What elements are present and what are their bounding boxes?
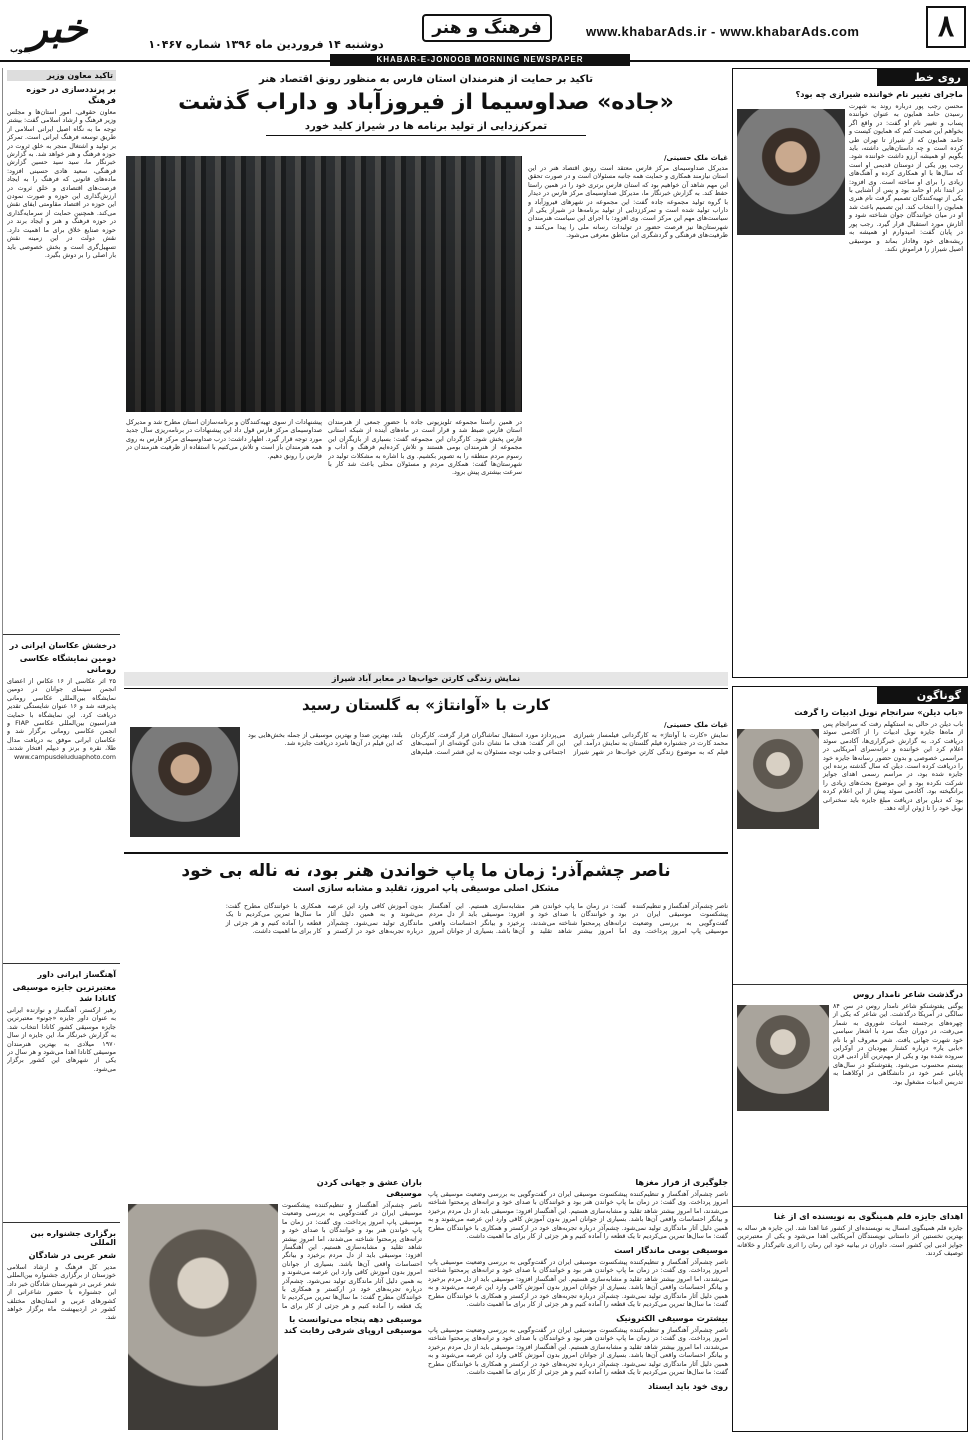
misc-item-title: «باب دیلن» سرانجام نوبل ادبیات را گرفت — [794, 707, 963, 717]
music-subhead-item: موسیقی دهه پنجاه می‌توانست با موسیقی اروپای شرقی رقابت کند — [284, 1314, 422, 1335]
logo-subtext: جنوب — [10, 45, 33, 54]
logo-text: خبر — [28, 5, 88, 52]
music-subheads — [124, 1174, 728, 1434]
music-subhead-item: باران عشق و جهانی کردن موسیقی — [316, 1177, 422, 1198]
lead-body-2: در همین راستا مجموعه تلویزیونی جاده با حضور جمعی از هنرمندان استان فارس ضبط شد و قرار است در ماه‌های آینده از شبکه استانی فارس پخش شود. کارگردان این مجموعه گفت: بسیاری از بازیگران این مجموعه از هنرمندان بومی هستند و تلاش کرده‌ایم فرهنگ و آداب و رسوم مردم منطقه را به تصویر بکشیم. وی با اشاره به مشکلات تولید در شهرستان‌ها گفت: همکاری مردم و مسئولان محلی باعث شد کار با سرعت بیشتری پیش برود. — [328, 418, 522, 477]
misc-item-title: اهدای جایزه قلم همینگوی به نویسنده ای از غنا — [773, 1211, 963, 1221]
item-title: بر پرنددسازی در حوزه فرهنگ — [26, 84, 116, 105]
item-kicker: تاکید معاون وزیر — [7, 70, 116, 81]
news-item-photographers — [3, 639, 120, 959]
lead-byline: غیاث ملک حسینی/ — [663, 154, 728, 162]
lead-story — [124, 68, 728, 683]
item-body: معاون حقوقی، امور استان‌ها و مجلس وزیر فرهنگ و ارشاد اسلامی گفت: بیشتر توجه ما به نگاه اصیل ایرانی اسلامی از طریق توسعه فرهنگ ایرانی است. تمرکز بر تولید و اشتغال منجر به خلق ثروت در حوزه فرهنگ و هنر خواهد شد. به گزارش خبرنگار ما، سید سید حسین گزارش فرهنگی، سعید هادی حسینی افزود: ماده‌های قانونی که فرهنگ را به ایجاد فرصت‌های اقتصادی و خلق ثروت در ارزش‌گذاری این حوزه و صورت نمودن این حوزه در اقتصاد مقاومتی ایفای نقش می‌کند. همچنین حمایت از سرمایه‌گذاری در حوزه فرهنگ و هنر و ایجاد برند در حوزه صنایع خلاق برای ما اهمیت دارد. نقش دولت در این زمینه نقش تسهیل‌گری است و بخش خصوصی باید بار اصلی را بر دوش بگیرد. — [7, 108, 116, 259]
yevtushenko-photo — [737, 1005, 829, 1111]
left-news-column — [2, 68, 120, 1440]
music-body: ناصر چشم‌آذر آهنگساز و تنظیم‌کننده پیشکسوت موسیقی ایران در گفت‌وگویی به بررسی وضعیت موسیقی پاپ امروز پرداخت. وی گفت: در زمان ما پاپ خواندن هنر بود و خوانندگان با صدای خود و ترانه‌های پرمحتوا شناخته می‌شدند، اما امروز بیشتر شاهد تقلید و مشابه‌سازی هستیم. این آهنگساز افزود: موسیقی باید از دل مردم برخیزد و بیانگر احساسات واقعی آن‌ها باشد. بسیاری از جوانان امروز بدون آموزش کافی وارد این عرصه می‌شوند و به همین دلیل آثار ماندگاری تولید نمی‌شود. چشم‌آذر درباره تجربه‌های خود در ارکستر و همکاری با خوانندگان مطرح گفت: ما سال‌ها تمرین می‌کردیم تا یک قطعه را آماده کنیم و هر جزئی از کار برای ما اهمیت داشت. — [225, 902, 728, 936]
item-body: ۲۵ اثر عکاسی از ۱۶ عکاس از اعضای انجمن سینمای جوانان در دومین نمایشگاه بین‌المللی عکاسی رومانی پذیرفته شد و ۱۶ عنوان شایستگی تقدیر دریافت کرد. این نمایشگاه با حمایت فدراسیون بین‌المللی عکاسی FIAP و انجمن عکاسی رومانی برگزار شد و عکاسان ایرانی موفق به دریافت مدال طلا، نقره و برنز و دیپلم افتخار شدند. www.campusdeluduaphoto.com — [7, 677, 116, 761]
misc-item-body: باب دیلن در حالی به استکهلم رفت که سرانجام پس از ماه‌ها جایزه نوبل ادبیات را از آکادمی سوئد دریافت کرد. به گزارش خبرگزاری‌ها، آکادمی سوئد اعلام کرد این خواننده و ترانه‌سرای آمریکایی در مراسمی خصوصی و بدون حضور رسانه‌ها جایزه خود را دریافت کرده است. دیلن که سال گذشته برنده این جایزه شده بود، در مراسم رسمی اهدای جوایز شرکت نکرده بود و این موضوع بحث‌های زیادی را برانگیخته بود. آکادمی سوئد پیش از این اعلام کرده بود که دیلن برای دریافت مبلغ جایزه باید سخنرانی نوبل خود را تا ژوئن ارائه دهد. — [823, 720, 963, 813]
lead-subhead: تمرکززدایی از تولید برنامه ها در شیراز کلید خورد — [266, 121, 586, 136]
item-kicker: آهنگساز ایرانی داور — [37, 970, 116, 979]
cart-byline: غیاث ملک حسینی/ — [663, 721, 728, 729]
music-story — [124, 852, 728, 1440]
newspaper-logo — [6, 6, 110, 56]
page-number: ۸ — [926, 6, 966, 48]
cart-headline: کارت با «آوانتاژ» به گلستان رسید — [301, 696, 551, 714]
item-title: شعر عربی در شادگان — [28, 1250, 116, 1260]
lead-kicker: تاکید بر حمایت از هنرمندان استان فارس به منظور رونق اقتصاد هنر — [258, 74, 594, 85]
item-kicker: برگزاری جشنواره بین المللی — [30, 1229, 116, 1247]
music-headline: ناصر چشم‌آذر: زمان ما پاپ خواندن هنر بود، نه ناله بی خود — [181, 861, 671, 881]
cart-director-photo — [130, 727, 240, 837]
box-title: روی خط — [877, 69, 967, 86]
music-body-continued: ناصر چشم‌آذر آهنگساز و تنظیم‌کننده پیشکسوت موسیقی ایران در گفت‌وگویی به بررسی وضعیت موسیقی پاپ امروز پرداخت. وی گفت: در زمان ما پاپ خواندن هنر بود و خوانندگان با صدای خود و ترانه‌های پرمحتوا شناخته می‌شدند، اما امروز بیشتر شاهد تقلید و مشابه‌سازی هستیم. این آهنگساز افزود: موسیقی باید از دل مردم برخیزد و بیانگر احساسات واقعی آن‌ها باشد. بسیاری از جوانان امروز بدون آموزش کافی وارد این عرصه می‌شوند و به همین دلیل آثار ماندگاری تولید نمی‌شود. چشم‌آذر درباره تجربه‌های خود در ارکستر و همکاری با خوانندگان مطرح گفت: ما سال‌ها تمرین می‌کردیم تا یک قطعه را آماده کنیم و هر جزئی از کار برای ما اهمیت داشت. — [428, 1326, 728, 1377]
misc-box — [732, 686, 968, 1432]
cart-body: نمایش «کارت با آوانتاژ» به کارگردانی فیلمساز شیرازی محمد کارت در جشنواره فیلم گلستان به نمایش درآمد. این فیلم که به موضوع زندگی کارتن خواب‌ها در شهر شیراز می‌پردازد مورد استقبال تماشاگران قرار گرفت. کارگردان این اثر گفت: هدف ما نشان دادن گوشه‌ای از آسیب‌های اجتماعی و جلب توجه مسئولان به این قشر است. فیلم‌های بلند، بهترین صدا و بهترین موسیقی از جمله بخش‌هایی بود که این فیلم در آن‌ها نامزد دریافت جایزه شد. — [248, 731, 728, 756]
music-subhead-item: بیشترت موسیقی الکترونیک — [616, 1313, 728, 1323]
main-column — [124, 68, 728, 1440]
bob-dylan-photo — [737, 729, 819, 829]
music-body-continued: ناصر چشم‌آذر آهنگساز و تنظیم‌کننده پیشکسوت موسیقی ایران در گفت‌وگویی به بررسی وضعیت موسیقی پاپ امروز پرداخت. وی گفت: در زمان ما پاپ خواندن هنر بود و خوانندگان با صدای خود و ترانه‌های پرمحتوا شناخته می‌شدند، اما امروز بیشتر شاهد تقلید و مشابه‌سازی هستیم. این آهنگساز افزود: موسیقی باید از دل مردم برخیزد و بیانگر احساسات واقعی آن‌ها باشد. بسیاری از جوانان امروز بدون آموزش کافی وارد این عرصه می‌شوند و به همین دلیل آثار ماندگاری تولید نمی‌شود. چشم‌آذر درباره تجربه‌های خود در ارکستر و همکاری با خوانندگان مطرح گفت: ما سال‌ها تمرین می‌کردیم تا یک قطعه را آماده کنیم و هر جزئی از کار برای ما — [282, 1201, 422, 1310]
music-subhead: مشکل اصلی موسیقی پاپ امروز، تقلید و مشابه سازی است — [292, 884, 560, 894]
lead-group-photo — [126, 156, 522, 412]
item-body: مدیر کل فرهنگ و ارشاد اسلامی خوزستان از برگزاری جشنواره بین‌المللی شعر عربی در شهرستان شادگان خبر داد. این جشنواره با حضور شاعرانی از کشورهای عربی و استان‌های مختلف کشور در اردیبهشت ماه برگزار خواهد شد. — [7, 1263, 116, 1322]
row-note-headline: ماجرای تغییر نام خواننده شیرازی چه بود؟ — [795, 89, 963, 99]
section-title: فرهنگ و هنر — [422, 14, 552, 42]
issue-date: دوشنبه ۱۴ فروردین ماه ۱۳۹۶ شماره ۱۰۴۶۷ — [148, 38, 384, 51]
right-column — [732, 68, 968, 1440]
news-item-arabic-poetry — [3, 1227, 120, 1375]
nasser-cheshmazar-photo — [128, 1204, 278, 1430]
website-url: www.khabarAds.ir - www.khabarAds.com — [586, 24, 860, 39]
misc-item-body: جایزه قلم همینگوی امسال به نویسنده‌ای از کشور غنا اهدا شد. این جایزه هر ساله به بهترین نخستین اثر داستانی نویسندگان آمریکایی اهدا می‌شود و یکی از معتبرترین جوایز ادبی این کشور است. داوران در بیانیه خود این رمان را اثری تاثیرگذار و خلاقانه توصیف کردند. — [737, 1224, 963, 1258]
box-title: گوناگون — [877, 687, 967, 704]
item-body: رهبر ارکستر، آهنگساز و نوازنده ایرانی به عنوان داور جایزه «جونو» معتبرترین جایزه موسیقی کشور کانادا انتخاب شد. به گزارش خبرنگار ما، این جایزه از سال ۱۹۷۰ میلادی به بهترین هنرمندان موسیقی کانادا اهدا می‌شود و هر سال در یکی از شهرهای این کشور برگزار می‌شود. — [7, 1006, 116, 1073]
lead-photo-caption: نمایش زندگی کارتن خواب‌ها در معابر آباد شیراز — [124, 672, 728, 686]
news-item-composer — [3, 968, 120, 1218]
paper-name-latin: KHABAR-E-JONOOB MORNING NEWSPAPER — [330, 54, 630, 66]
item-kicker: درخشش عکاسان ایرانی در — [9, 641, 116, 650]
row-note-body: محسن رجب پور درباره روند به شهرت رسیدن حامد همایون به عنوان خواننده پساب و تغییر نام او گفت: در واقع اگر بخواهم این صحبت کنم که همایون کیست و حامد همایون که از شیراز تا تهران طی کرده است و چه داستان‌هایی داشته، باید بگویم او همیشه آرزو داشت خواننده شود. رجب پور یکی از دوستان قدیمی او است که سال‌ها با او همکاری کرده و آهنگ‌های زیادی را برای او ساخته است. وی افزود: در ابتدا نام او حامد بود و پس از آشنایی با یکی از تهیه‌کنندگان تصمیم گرفت نام هنری همایون را انتخاب کند. این تصمیم باعث شد او در میان خوانندگان جوان شناخته شود و آثارش مورد استقبال قرار گیرد. رجب پور در پایان گفت: امیدوارم او همیشه به ریشه‌های خود وفادار بماند و موسیقی اصیل شیراز را فراموش نکند. — [849, 102, 963, 253]
on-the-line-box — [732, 68, 968, 678]
cart-story — [124, 688, 728, 848]
music-subhead-item: جلوگیری از فرار مغزها — [635, 1177, 728, 1187]
lead-body-3: پیشنهادات از سوی تهیه‌کنندگان و برنامه‌سازان استان مطرح شد و مدیرکل صداوسیمای مرکز فارس قول داد این پیشنهادات در برنامه‌ریزی سال جدید مورد توجه قرار گیرد. اظهار داشت: درب صداوسیمای مرکز فارس به روی همه هنرمندان باز است و تلاش می‌کنیم با استفاده از ظرفیت هنرمندان در فارس را رونق دهیم. — [126, 418, 322, 460]
music-subhead-item: روی خود باید ایستاد — [648, 1381, 728, 1391]
item-title: معتبرترین جایزه موسیقی کانادا شد — [12, 982, 116, 1003]
music-body-continued: ناصر چشم‌آذر آهنگساز و تنظیم‌کننده پیشکسوت موسیقی ایران در گفت‌وگویی به بررسی وضعیت موسیقی پاپ امروز پرداخت. وی گفت: در زمان ما پاپ خواندن هنر بود و خوانندگان با صدای خود و ترانه‌های پرمحتوا شناخته می‌شدند، اما امروز بیشتر شاهد تقلید و مشابه‌سازی هستیم. این آهنگساز افزود: موسیقی باید از دل مردم برخیزد و بیانگر احساسات واقعی آن‌ها باشد. بسیاری از جوانان امروز بدون آموزش کافی وارد این عرصه می‌شوند و به همین دلیل آثار ماندگاری تولید نمی‌شود. چشم‌آذر درباره تجربه‌های خود در ارکستر و همکاری با خوانندگان مطرح گفت: ما سال‌ها تمرین می‌کردیم تا یک قطعه را آماده کنیم و هر جزئی از کار برای ما اهمیت داشت. — [428, 1190, 728, 1241]
lead-headline: «جاده» صداوسیما از فیروزآباد و داراب گذشت — [178, 90, 674, 115]
misc-item-body: یوگنی یفتوشنکو شاعر نامدار روس در سن ۸۴ سالگی در آمریکا درگذشت. این شاعر که یکی از چهره‌های برجسته ادبیات شوروی به شمار می‌رفت، در دوران جنگ سرد با اشعار سیاسی خود شهرت جهانی یافت. شعر معروف او با نام «بابی یار» درباره کشتار یهودیان در اوکراین سروده شده بود و یکی از مهم‌ترین آثار ادبی قرن بیستم محسوب می‌شود. یفتوشنکو در سال‌های پایانی عمر خود در دانشگاهی در اوکلاهما به تدریس ادبیات مشغول بود. — [833, 1002, 963, 1086]
lead-body-1: مدیرکل صداوسیمای مرکز فارس معتقد است رونق اقتصاد هنر در این استان نیازمند همکاری و حمایت همه جانبه مسئولان است و در صورت تحقق این مهم شاهد آن خواهیم بود که استان فارس برتری خود را در همین راستا حفظ کند. به گزارش خبرنگار ما، مدیرکل صداوسیمای مرکز فارس در دیدار با گروه تولید مجموعه جاده گفت: این مجموعه در شهرهای فیروزآباد و داراب تولید شده است و تمرکززدایی از تولید برنامه‌ها در شیراز یکی از سیاست‌های مهم این مرکز است. وی افزود: با اجرای این سیاست هنرمندان شهرستان‌ها نیز فرصت حضور در تولیدات رسانه ملی را پیدا می‌کنند و ظرفیت‌های فرهنگی و گردشگری این مناطق معرفی می‌شود. — [528, 164, 728, 240]
music-body-continued: ناصر چشم‌آذر آهنگساز و تنظیم‌کننده پیشکسوت موسیقی ایران در گفت‌وگویی به بررسی وضعیت موسیقی پاپ امروز پرداخت. وی گفت: در زمان ما پاپ خواندن هنر بود و خوانندگان با صدای خود و ترانه‌های پرمحتوا شناخته می‌شدند، اما امروز بیشتر شاهد تقلید و مشابه‌سازی هستیم. این آهنگساز افزود: موسیقی باید از دل مردم برخیزد و بیانگر احساسات واقعی آن‌ها باشد. بسیاری از جوانان امروز بدون آموزش کافی وارد این عرصه می‌شوند و به همین دلیل آثار ماندگاری تولید نمی‌شود. چشم‌آذر درباره تجربه‌های خود در ارکستر و همکاری با خوانندگان مطرح گفت: ما سال‌ها تمرین می‌کردیم تا یک قطعه را آماده کنیم و هر جزئی از کار برای ما اهمیت داشت. — [428, 1258, 728, 1309]
music-subhead-item: موسیقی بومی ماندگار است — [614, 1245, 728, 1255]
item-title: دومین نمایشگاه عکاسی رومانی — [19, 653, 116, 674]
news-item-deputy-minister — [3, 68, 120, 630]
mohsen-rajabpour-photo — [737, 109, 845, 235]
misc-item-title: درگذشت شاعر نامدار روس — [852, 989, 963, 999]
page-header — [0, 0, 970, 62]
